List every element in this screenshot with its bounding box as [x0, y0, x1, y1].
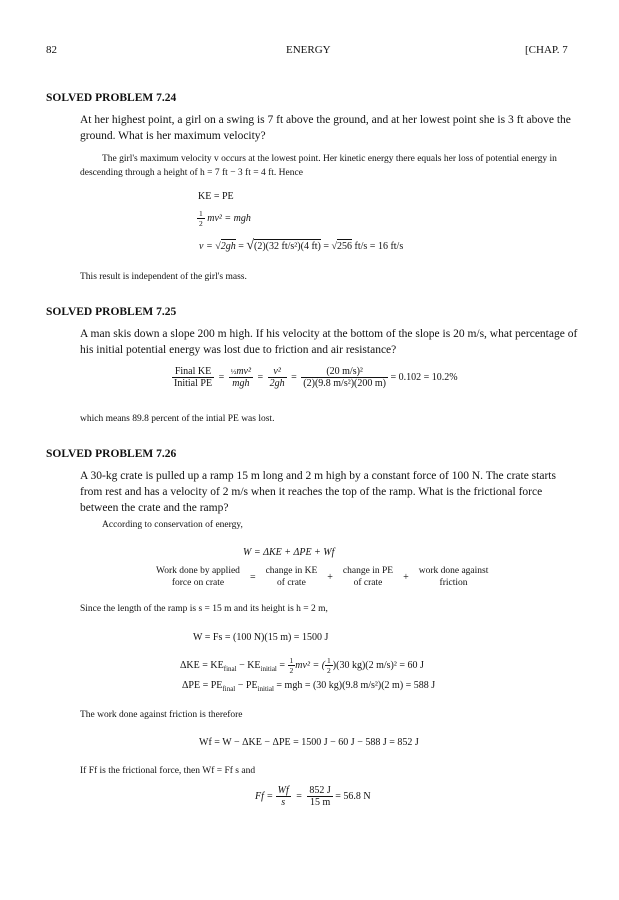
problem-7-24-statement: At her highest point, a girl on a swing is 7 ft above the ground, and at her lowest point she is 3 ft above the ground. What is her maximum velocity? [80, 114, 571, 142]
problem-7-24-note: This result is independent of the girl's mass. [80, 272, 247, 282]
word-term-1 [156, 565, 240, 589]
eq-dke-c: − KE [236, 659, 261, 671]
word-term-4b: friction [439, 578, 468, 588]
problem-7-25-statement: A man skis down a slope 200 m high. If his velocity at the bottom of the slope is 20 m/s, what percentage of his initial potential energy was lost due to friction and air resistance? [80, 328, 578, 356]
word-term-3a: change in PE [342, 566, 394, 576]
eq-delta-pe [182, 680, 435, 691]
eq-delta-ke [180, 656, 424, 675]
word-term-1a: Work done by applied [156, 566, 240, 576]
problem-7-26-since: Since the length of the ramp is s = 15 m and its height is h = 2 m, [80, 604, 328, 614]
eq-sign-1: = [218, 372, 225, 383]
word-plus-1: + [327, 571, 333, 583]
eq-dke-e: = [276, 659, 288, 671]
eq-velocity [199, 238, 403, 254]
problem-7-26-if: If Ff is the frictional force, then Wf = Ff s and [80, 766, 256, 776]
eq-v-lhs: v = [199, 241, 213, 252]
eq-half-mv2-text: mv² = mgh [207, 212, 251, 224]
eq-dpe-a: ΔPE = PE [182, 680, 223, 691]
word-term-4a: work done against [418, 566, 489, 576]
sqrt-symbol-2: √ [246, 238, 255, 253]
eq-v-root1: 2gh [220, 241, 236, 252]
eq-ke-ratio [172, 366, 458, 389]
word-term-1b: force on crate [171, 578, 225, 588]
eq-v-eq1: = [238, 241, 247, 252]
ff-eq-sign: = [296, 791, 302, 802]
problem-7-25-note: which means 89.8 percent of the intial PE was lost. [80, 414, 275, 424]
frac3-den: 2gh [269, 378, 285, 389]
word-term-2b: of crate [277, 578, 306, 588]
frac4-num: (20 m/s)² [301, 366, 388, 378]
eq-friction-force [255, 785, 371, 808]
eq-v-root3: 256 [337, 241, 353, 252]
frac2-num [229, 366, 253, 378]
word-term-3 [343, 565, 393, 589]
word-plus-2: + [403, 571, 409, 583]
problem-7-24-solution: The girl's maximum velocity v occurs at the lowest point. Her kinetic energy there equals her loss of potential energy in descending through a height of h = 7 ft − 3 ft = 4 ft. Hence [80, 154, 557, 178]
frac3-num: v² [268, 366, 287, 378]
eq-v-result: ft/s = 16 ft/s [352, 241, 404, 252]
frac1-num: Final KE [172, 366, 214, 378]
word-term-2a: change in KE [265, 566, 318, 576]
eq-dpe-e: = mgh = (30 kg)(9.8 m/s²)(2 m) = 588 J [273, 680, 436, 691]
ff2-num: 852 J [309, 785, 331, 796]
eq-dpe-c: − PE [235, 680, 258, 691]
ff-lhs: Ff = [255, 791, 274, 802]
eq-v-eq2: = [320, 241, 332, 252]
word-eq-sign: = [249, 571, 256, 583]
chapter-label: [CHAP. 7 [525, 44, 568, 56]
half-den: 2 [199, 219, 203, 228]
problem-7-26-heading: SOLVED PROBLEM 7.26 [46, 448, 177, 460]
eq-work: W = Fs = (100 N)(15 m) = 1500 J [193, 632, 329, 643]
eq-dke-g: )(30 kg)(2 m/s)² = 60 J [332, 659, 424, 671]
frac2-num-text: mv² [236, 366, 251, 377]
problem-7-24-heading: SOLVED PROBLEM 7.24 [46, 92, 177, 104]
dke-half-den: 2 [289, 666, 294, 675]
eq-dke-f: mv² = ( [295, 659, 326, 671]
problem-7-26-intro: According to conservation of energy, [102, 520, 243, 530]
eq-dpe-final: final [222, 685, 236, 693]
eq-ke-pe: KE = PE [198, 191, 234, 202]
ff1-den: s [281, 797, 286, 808]
word-equation [156, 565, 488, 589]
sqrt-symbol-3: √ [331, 241, 338, 252]
eq-energy-conservation: W = ΔKE + ΔPE + Wf [243, 547, 335, 558]
word-term-3b: of crate [353, 578, 383, 588]
dke-half2-den: 2 [327, 666, 331, 675]
eq-sign-2: = [257, 372, 264, 383]
problem-7-25-heading: SOLVED PROBLEM 7.25 [46, 306, 177, 318]
word-term-2 [266, 565, 318, 589]
ff2-den: 15 m [309, 797, 331, 808]
dke-half2-num: 1 [327, 656, 331, 665]
eq-dke-a: ΔKE = KE [180, 659, 224, 671]
word-term-4 [419, 565, 489, 589]
page-number: 82 [46, 44, 57, 56]
eq-sign-3: = [291, 372, 297, 383]
ff-result: = 56.8 N [335, 791, 371, 802]
frac2-half: ½ [230, 367, 237, 376]
dke-half-num: 1 [289, 656, 294, 665]
running-title: ENERGY [286, 44, 331, 56]
ff1-num: Wf [277, 785, 289, 796]
half-num: 1 [199, 209, 203, 218]
eq-friction-work: Wf = W − ΔKE − ΔPE = 1500 J − 60 J − 588 J = 852 J [199, 737, 419, 748]
frac2-den: mgh [232, 378, 250, 389]
problem-7-26-therefore: The work done against friction is therefore [80, 710, 243, 720]
frac1-den: Initial PE [174, 378, 213, 389]
eq-half-mv2 [197, 209, 251, 228]
ratio-result: = 0.102 = 10.2% [390, 372, 458, 383]
problem-7-26-statement: A 30-kg crate is pulled up a ramp 15 m long and 2 m high by a constant force of 100 N. The crate starts from rest and has a velocity of 2 m/s when it reaches the top of the ramp. What is the frictional force between the crate and the ramp? [80, 470, 556, 514]
eq-v-root2: (2)(32 ft/s²)(4 ft) [254, 241, 321, 252]
eq-dpe-initial: initial [257, 685, 274, 693]
eq-dke-initial: initial [260, 664, 277, 673]
sqrt-symbol: √ [215, 241, 221, 252]
frac4-den: (2)(9.8 m/s²)(200 m) [303, 378, 386, 389]
eq-dke-final: final [223, 664, 237, 673]
